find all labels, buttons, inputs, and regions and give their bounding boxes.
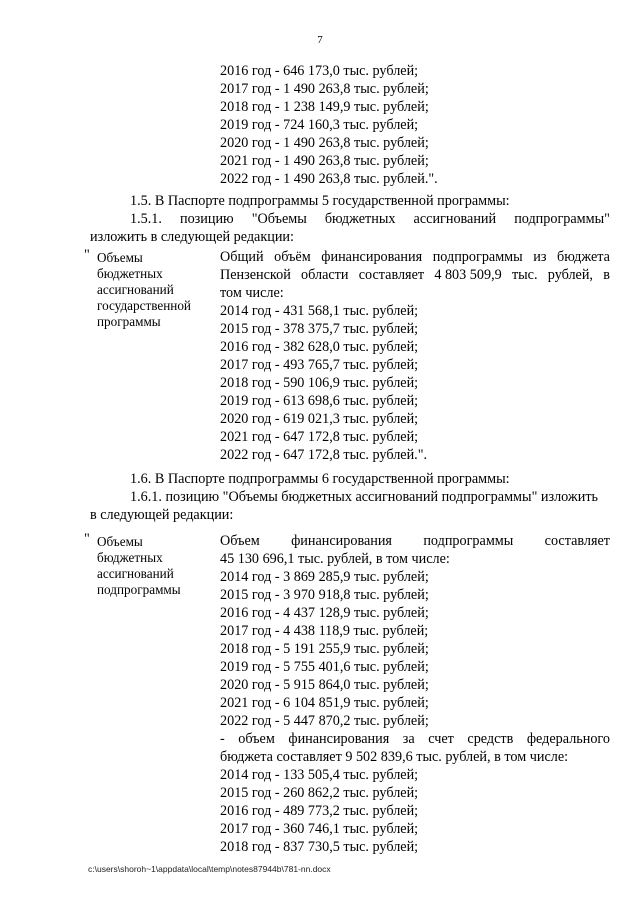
word: "Объемы bbox=[251, 211, 307, 227]
word: составляет bbox=[544, 533, 610, 549]
section-heading: 1.6. В Паспорте подпрограммы 6 государственной программы: bbox=[130, 471, 510, 487]
word: финансирования bbox=[291, 533, 392, 549]
word: области bbox=[301, 267, 349, 283]
word: рублей, bbox=[547, 267, 593, 283]
label-line: Объемы bbox=[97, 250, 143, 265]
word: 4 803 509,9 bbox=[434, 267, 502, 283]
list-item: 2019 год - 5 755 401,6 тыс. рублей; bbox=[220, 659, 429, 675]
list-item: 2020 год - 619 021,3 тыс. рублей; bbox=[220, 411, 419, 427]
list-item: 2015 год - 378 375,7 тыс. рублей; bbox=[220, 321, 419, 337]
list-item: 2017 год - 360 746,1 тыс. рублей; bbox=[220, 821, 419, 837]
paragraph-line bbox=[220, 266, 610, 285]
paragraph-line bbox=[130, 210, 610, 229]
footer-file-path: c:\users\shoroh~1\appdata\local\temp\notes87944b\781-nn.docx bbox=[88, 864, 331, 874]
list-item: 2017 год - 1 490 263,8 тыс. рублей; bbox=[220, 81, 429, 97]
word: финансирования bbox=[321, 249, 423, 265]
list-item: 2018 год - 837 730,5 тыс. рублей; bbox=[220, 839, 419, 855]
list-item: 2020 год - 1 490 263,8 тыс. рублей; bbox=[220, 135, 429, 151]
label-line: ассигнований bbox=[97, 566, 174, 581]
word: финансирования bbox=[288, 731, 390, 747]
list-item: 2016 год - 646 173,0 тыс. рублей; bbox=[220, 63, 419, 79]
list-item: 2017 год - 493 765,7 тыс. рублей; bbox=[220, 357, 419, 373]
word: подпрограммы bbox=[423, 533, 514, 549]
paragraph-line: 45 130 696,1 тыс. рублей, в том числе: bbox=[220, 551, 450, 567]
word: подпрограммы bbox=[432, 249, 523, 265]
quote-mark: " bbox=[84, 247, 90, 263]
list-item: 2017 год - 4 438 118,9 тыс. рублей; bbox=[220, 623, 429, 639]
word: бюджетных bbox=[324, 211, 396, 227]
paragraph-line bbox=[220, 248, 610, 267]
list-item: 2022 год - 5 447 870,2 тыс. рублей; bbox=[220, 713, 429, 729]
word: Общий bbox=[220, 249, 264, 265]
word: объем bbox=[238, 731, 275, 747]
list-item: 2018 год - 590 106,9 тыс. рублей; bbox=[220, 375, 419, 391]
list-item: 2018 год - 5 191 255,9 тыс. рублей; bbox=[220, 641, 429, 657]
label-line: бюджетных bbox=[97, 550, 163, 565]
section-heading: 1.5. В Паспорте подпрограммы 5 государственной программы: bbox=[130, 193, 510, 209]
word: счет bbox=[428, 731, 454, 747]
list-item: 2019 год - 724 160,3 тыс. рублей; bbox=[220, 117, 419, 133]
label-line: бюджетных bbox=[97, 266, 163, 281]
word: федерального bbox=[526, 731, 610, 747]
list-item: 2016 год - 4 437 128,9 тыс. рублей; bbox=[220, 605, 429, 621]
word: составляет bbox=[358, 267, 425, 283]
page-number: 7 bbox=[317, 34, 323, 46]
paragraph-line: изложить в следующей редакции: bbox=[90, 229, 294, 245]
list-item: 2022 год - 1 490 263,8 тыс. рублей.". bbox=[220, 171, 438, 187]
label-line: государственной bbox=[97, 298, 191, 313]
paragraph-line bbox=[220, 730, 610, 749]
word: из bbox=[533, 249, 547, 265]
word: подпрограммы" bbox=[514, 211, 610, 227]
word: средств bbox=[467, 731, 514, 747]
paragraph-line: бюджета составляет 9 502 839,6 тыс. рублей, в том числе: bbox=[220, 749, 569, 765]
word: в bbox=[603, 267, 610, 283]
paragraph-line: том числе: bbox=[220, 285, 284, 301]
label-line: ассигнований bbox=[97, 282, 174, 297]
word: Объем bbox=[220, 533, 260, 549]
list-item: 2016 год - 489 773,2 тыс. рублей; bbox=[220, 803, 419, 819]
list-item: 2019 год - 613 698,6 тыс. рублей; bbox=[220, 393, 419, 409]
word: - bbox=[220, 731, 225, 747]
label-line: Объемы bbox=[97, 534, 143, 549]
list-item: 2018 год - 1 238 149,9 тыс. рублей; bbox=[220, 99, 429, 115]
word: тыс. bbox=[511, 267, 538, 283]
list-item: 2015 год - 3 970 918,8 тыс. рублей; bbox=[220, 587, 429, 603]
paragraph-line: 1.6.1. позицию "Объемы бюджетных ассигнований подпрограммы" изложить bbox=[130, 489, 598, 505]
label-line: программы bbox=[97, 314, 161, 329]
list-item: 2016 год - 382 628,0 тыс. рублей; bbox=[220, 339, 419, 355]
word: Пензенской bbox=[220, 267, 291, 283]
word: за bbox=[402, 731, 415, 747]
list-item: 2022 год - 647 172,8 тыс. рублей.". bbox=[220, 447, 428, 463]
paragraph-line: в следующей редакции: bbox=[90, 507, 234, 523]
word: бюджета bbox=[557, 249, 610, 265]
list-item: 2014 год - 133 505,4 тыс. рублей; bbox=[220, 767, 419, 783]
list-item: 2015 год - 260 862,2 тыс. рублей; bbox=[220, 785, 419, 801]
list-item: 2021 год - 647 172,8 тыс. рублей; bbox=[220, 429, 419, 445]
quote-mark: " bbox=[84, 531, 90, 547]
list-item: 2021 год - 6 104 851,9 тыс. рублей; bbox=[220, 695, 429, 711]
list-item: 2020 год - 5 915 864,0 тыс. рублей; bbox=[220, 677, 429, 693]
word: объём bbox=[274, 249, 311, 265]
label-line: подпрограммы bbox=[97, 582, 181, 597]
list-item: 2021 год - 1 490 263,8 тыс. рублей; bbox=[220, 153, 429, 169]
paragraph-line bbox=[220, 532, 610, 551]
word: 1.5.1. bbox=[130, 211, 162, 227]
word: позицию bbox=[179, 211, 234, 227]
word: ассигнований bbox=[413, 211, 497, 227]
list-item: 2014 год - 431 568,1 тыс. рублей; bbox=[220, 303, 419, 319]
list-item: 2014 год - 3 869 285,9 тыс. рублей; bbox=[220, 569, 429, 585]
